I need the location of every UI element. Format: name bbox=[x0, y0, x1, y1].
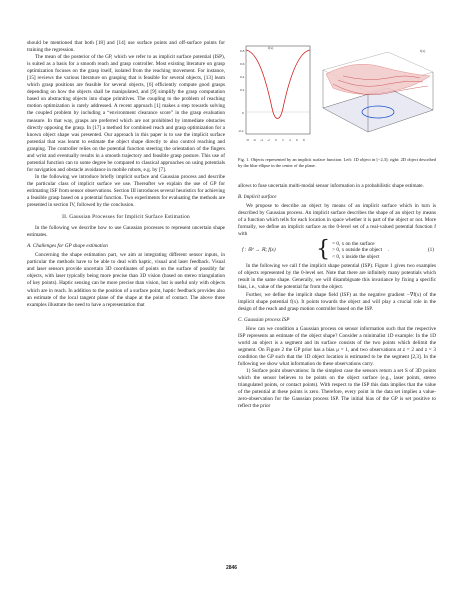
equation-case: < 0, x inside the object bbox=[332, 253, 380, 260]
equation-lhs: f : ℝᵈ → ℝ; f(x) bbox=[242, 246, 276, 253]
fx-label-2: f(x) bbox=[420, 49, 426, 53]
paragraph: Concerning the shape estimation part, we aim at integrating different sensor inputs, in particular the methods have to be able to deal with haptic, visual and laser feedback. Visual and laser sensors provide uncertain 3D coordinates of points on the surface of possibly far objects, with laser typically being more precise than 3D vision (based on stereo triangulation of key points). Haptic sensing can be more precise than vision, but is useful only with objects which are in reach. In addition to the position of a surface point, haptic feedback provides also an estimate of the local tangent plane of the shape at the point of contact. The above three examples illustrate the need to have a representation that bbox=[27, 252, 225, 308]
figure-plots bbox=[238, 40, 436, 152]
xtick-label: 4 bbox=[289, 138, 291, 142]
xtick-label: -2 bbox=[267, 138, 270, 142]
equation-case: = 0, x on the surface bbox=[332, 240, 375, 247]
page-number: 2846 bbox=[225, 565, 238, 571]
left-plot-frame bbox=[246, 46, 310, 134]
ytick-label: 0.6 bbox=[240, 62, 245, 66]
xtick-label: 6 bbox=[296, 138, 298, 142]
paragraph: In the following we introduce briefly implicit surface and Gaussian process and describe the particular class of implicit surface we use. Thereafter we explain the use of GP for estimating ISF from sensor observations. Section III introduces several heuristics for achieving a feasible grasp based on a potential function. Two experiments for evaluating the methods are presented in section IV, followed by the conclusion. bbox=[27, 173, 225, 209]
paragraph: allows to fuse uncertain multi-modal sensor information in a probabilistic shape estimate. bbox=[238, 183, 424, 189]
subsection-heading: C. Gaussian process ISP bbox=[238, 316, 290, 323]
paragraph: In the following we call f the implicit shape potential (ISP). Figure 1 gives two examples of objects represented by the 0-level set. Note that there are infinitely many potentials which result in the same shape. Generally, we will disambiguate this invariance by fixing a specific bias, i.e., value of the potential far from the object. bbox=[238, 263, 436, 291]
section-heading: II. Gaussian Processes for Implicit Surface Estimation bbox=[62, 214, 190, 221]
left-column bbox=[27, 40, 225, 309]
subsection-heading: A. Challenges for GP shape estimation bbox=[27, 243, 108, 250]
paragraph: should be mentioned that both [18] and [14] use surface points and off-surface points for training the regression. bbox=[27, 40, 225, 54]
figure-1 bbox=[238, 40, 436, 182]
ytick-label: -0.2 bbox=[238, 129, 244, 133]
paragraph: How can we condition a Gaussian process on sensor information such that the respective ISP represents an estimate of the object shape? Consider a minimalist 1D example: In the 1D world an object is a segment and its surface consists of the two points which delimit the segment. On Figure 2 the GP prior has a bias μ = 1, and two observations at z = 2 and z = 3 condition the GP such that the 1D object location is estimated to be the segment [2,3]. In the following we show what information do these observations carry. bbox=[238, 325, 436, 367]
xtick-label: 0 bbox=[275, 138, 277, 142]
paragraph: In the following we describe how to use Gaussian processes to represent uncertain shape estimates. bbox=[27, 225, 225, 239]
isp-curve-1d bbox=[246, 50, 310, 119]
xtick-label: -4 bbox=[260, 138, 263, 142]
paragraph: 1) Surface point observations: In the simplest case the sensors return a set S of 3D points which the sensor believes to be points on the object surface (e.g., laser points, stereo triangulated points, or contact points). With respect to the ISP this data implies that the value of the potential at these points is zero. Therefore, every point in the data set implies a value-zero-observation for the Gaussian process ISP. The initial bias of the GP is set positive to reflect the prior bbox=[238, 367, 436, 410]
xtick-label: 2 bbox=[282, 138, 284, 142]
ytick-label: 0 bbox=[242, 111, 244, 115]
equation-1 bbox=[238, 237, 436, 263]
xtick-label: 8 bbox=[303, 138, 305, 142]
xtick-label: -6 bbox=[253, 138, 256, 142]
ytick-label: 0.8 bbox=[240, 49, 245, 53]
right-column bbox=[238, 183, 436, 410]
surface-plot-2d bbox=[323, 49, 433, 132]
xtick-label: -8 bbox=[246, 138, 249, 142]
paragraph: Further, we define the implicit shape field (ISF) as the negative gradient −∇f(x) of the implicit shape potential f(x). It points towards the object and will play a crucial role in the design of the reach and grasp motion controller based on the ISP. bbox=[238, 291, 436, 312]
equation-tail: . bbox=[388, 246, 390, 253]
paragraph: We propose to describe an object by means of an implicit surface which in turn is described by Gaussian process. An implicit surface describes the shape of an object by means of a function which tells for each location in space whether it is part of the object or not. More formally, we define an implicit surface as the 0-level set of a real-valued potential function f with bbox=[238, 203, 436, 238]
paragraph: The mean of the posterior of the GP, which we refer to as implicit surface potential (ISP), is suited as a basis for a smooth reach and grasp controller. Most existing literature on grasp optimization focuses on the grasp itself, isolated from the reaching movement. For instance, [15] reviews the various literature on grasping that is feasible for several objects, [13] learn which grasp positions are feasible for several objects, [6] efficiently compute good grasps depending on how the objects shall be manipulated, and [9] simplify the grasp computation based on abstracting objects into shape primitives. The coupling to the problem of reaching motion optimization is rarely addressed. A recent approach [1] makes a step towards solving the coupled problem by including a “environment clearance score” in the grasp evaluation measure. In that way, grasps are preferred which are not prohibited by immediate obstacles directly opposing the grasp. In [17] a method for combined reach and grasp optimization for a known object shape was presented. Our approach in this paper is to use the implicit surface potential that was learnt to estimate the object shape directly to also control reaching and grasping. The controller relies on the potential function steering the orientation of the fingers and wrist and eventually results in a smooth trajectory and feasible grasp posture. This use of potential function can to some degree be compared to classical approaches on using potentials for navigation and obstacle avoidance in mobile robots, e.g. by [7]. bbox=[27, 54, 225, 173]
figure-caption: Fig. 1. Objects represented by an implicit surface function. Left: 1D object in [−2,3]; right: 2D object described by the blue ellipse in the center of the plane. bbox=[238, 157, 436, 168]
ytick-label: 0.4 bbox=[240, 75, 245, 79]
equation-case: > 0, x outside the object bbox=[332, 247, 383, 254]
subsection-heading: B. Implicit surface bbox=[238, 194, 277, 201]
ytick-label: 0.2 bbox=[240, 88, 245, 92]
brace-icon: { bbox=[316, 237, 331, 263]
fx-label: f(x) bbox=[268, 46, 274, 50]
equation-number: (1) bbox=[427, 246, 434, 253]
